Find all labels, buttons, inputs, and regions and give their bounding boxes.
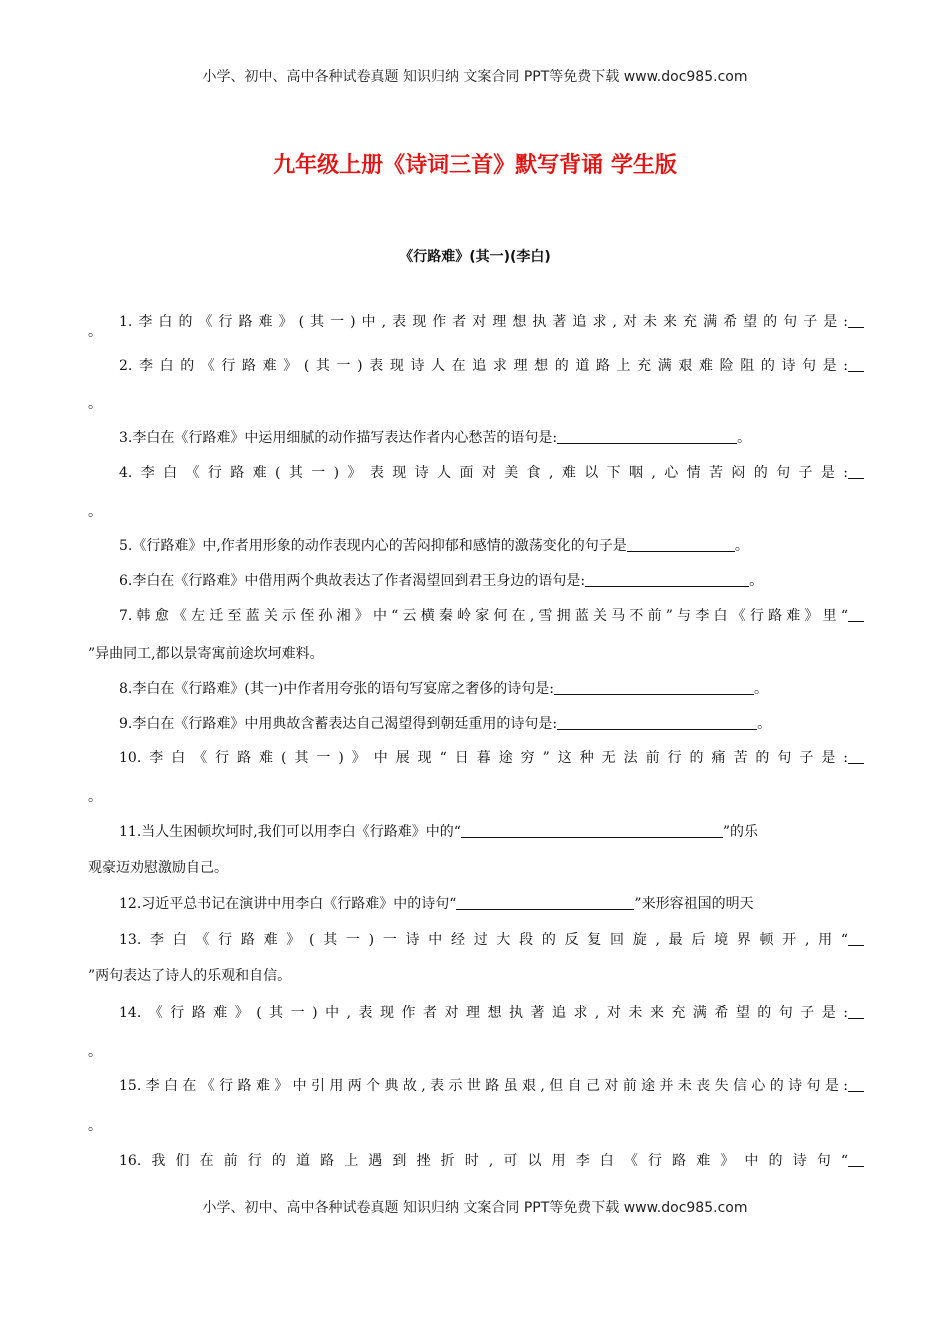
answer-blank[interactable] (554, 679, 754, 695)
period: 。 (754, 681, 768, 697)
answer-blank[interactable] (848, 1076, 864, 1092)
question-4-end (88, 502, 864, 522)
question-text: 10.李白《行路难(其一)》中展现“日暮途穷”这种无法前行的痛苦的句子是: (119, 750, 848, 766)
question-text: 观豪迈劝慰激励自己。 (88, 860, 228, 876)
question-8 (119, 679, 864, 699)
period: 。 (88, 789, 102, 805)
answer-blank[interactable] (456, 894, 634, 910)
question-13-cont (88, 966, 864, 986)
question-text: 5.《行路难》中,作者用形象的动作表现内心的苦闷抑郁和感情的激荡变化的句子是 (119, 538, 627, 554)
answer-blank[interactable] (848, 748, 864, 764)
question-1-end (88, 322, 864, 342)
section-heading: 《行路难》(其一)(李白) (399, 249, 551, 265)
question-5 (119, 536, 864, 556)
question-text: 1.李白的《行路难》(其一)中,表现作者对理想执著追求,对未来充满希望的句子是: (119, 314, 848, 330)
period: 。 (757, 716, 772, 732)
answer-blank[interactable] (848, 1151, 864, 1167)
question-14 (119, 1003, 864, 1023)
answer-blank[interactable] (848, 1003, 864, 1019)
question-7-cont (88, 644, 864, 664)
period: 。 (734, 538, 749, 554)
answer-blank[interactable] (848, 463, 864, 479)
question-4 (119, 463, 864, 483)
question-6 (119, 571, 864, 591)
question-12 (119, 894, 864, 914)
question-15-end (88, 1116, 864, 1136)
question-2 (119, 356, 864, 376)
period: 。 (737, 430, 752, 446)
answer-blank[interactable] (627, 536, 735, 552)
question-text: 7.韩愈《左迁至蓝关示侄孙湘》中“云横秦岭家何在,雪拥蓝关马不前”与李白《行路难》里“ (119, 608, 848, 624)
question-text: 12.习近平总书记在演讲中用李白《行路难》中的诗句“ (119, 896, 457, 912)
answer-blank[interactable] (585, 571, 749, 587)
question-14-end (88, 1042, 864, 1062)
question-15 (119, 1076, 864, 1096)
question-text: 14.《行路难》(其一)中,表现作者对理想执著追求,对未来充满希望的句子是: (119, 1005, 848, 1021)
question-13 (119, 930, 864, 950)
answer-blank[interactable] (848, 930, 864, 946)
question-11 (119, 822, 864, 842)
answer-blank[interactable] (848, 606, 864, 622)
question-text: ”的乐 (722, 824, 759, 840)
document-title: 九年级上册《诗词三首》默写背诵 学生版 (273, 153, 677, 178)
question-text: 8.李白在《行路难》(其一)中作者用夸张的语句写宴席之奢侈的诗句是: (119, 681, 554, 697)
page-header: 小学、初中、高中各种试卷真题 知识归纳 文案合同 PPT等免费下载 www.doc985.com (202, 69, 748, 85)
page-footer: 小学、初中、高中各种试卷真题 知识归纳 文案合同 PPT等免费下载 www.doc985.com (202, 1200, 748, 1216)
answer-blank[interactable] (848, 356, 864, 372)
question-10-end (88, 787, 864, 807)
period: 。 (88, 396, 102, 412)
question-9 (119, 714, 864, 734)
period: 。 (88, 1118, 102, 1134)
question-text: 11.当人生困顿坎坷时,我们可以用李白《行路难》中的“ (119, 824, 461, 840)
period: 。 (749, 573, 764, 589)
question-text: ”两句表达了诗人的乐观和自信。 (88, 968, 292, 984)
question-text: 2.李白的《行路难》(其一)表现诗人在追求理想的道路上充满艰难险阻的诗句是: (119, 358, 848, 374)
answer-blank[interactable] (557, 714, 757, 730)
period: 。 (88, 324, 102, 340)
question-text: ”来形容祖国的明天 (634, 896, 754, 912)
question-text: 3.李白在《行路难》中运用细腻的动作描写表达作者内心愁苦的语句是: (119, 430, 558, 446)
answer-blank[interactable] (557, 428, 737, 444)
question-7 (119, 606, 864, 626)
period: 。 (88, 504, 102, 520)
question-text: ”异曲同工,都以景寄寓前途坎坷难料。 (88, 646, 324, 662)
question-text: 9.李白在《行路难》中用典故含蓄表达自己渴望得到朝廷重用的诗句是: (119, 716, 558, 732)
question-text: 6.李白在《行路难》中借用两个典故表达了作者渴望回到君王身边的语句是: (119, 573, 586, 589)
answer-blank[interactable] (461, 822, 723, 838)
question-11-cont (88, 858, 864, 878)
question-10 (119, 748, 864, 768)
question-3 (119, 428, 864, 448)
question-text: 15.李白在《行路难》中引用两个典故,表示世路虽艰,但自己对前途并未丧失信心的诗句是: (119, 1078, 848, 1094)
question-16 (119, 1151, 864, 1171)
period: 。 (88, 1044, 102, 1060)
question-2-end (88, 394, 864, 414)
question-text: 4.李白《行路难(其一)》表现诗人面对美食,难以下咽,心情苦闷的句子是: (119, 465, 848, 481)
question-text: 16.我们在前行的道路上遇到挫折时,可以用李白《行路难》中的诗句“ (119, 1153, 848, 1169)
question-text: 13.李白《行路难》(其一)一诗中经过大段的反复回旋,最后境界顿开,用“ (119, 932, 848, 948)
